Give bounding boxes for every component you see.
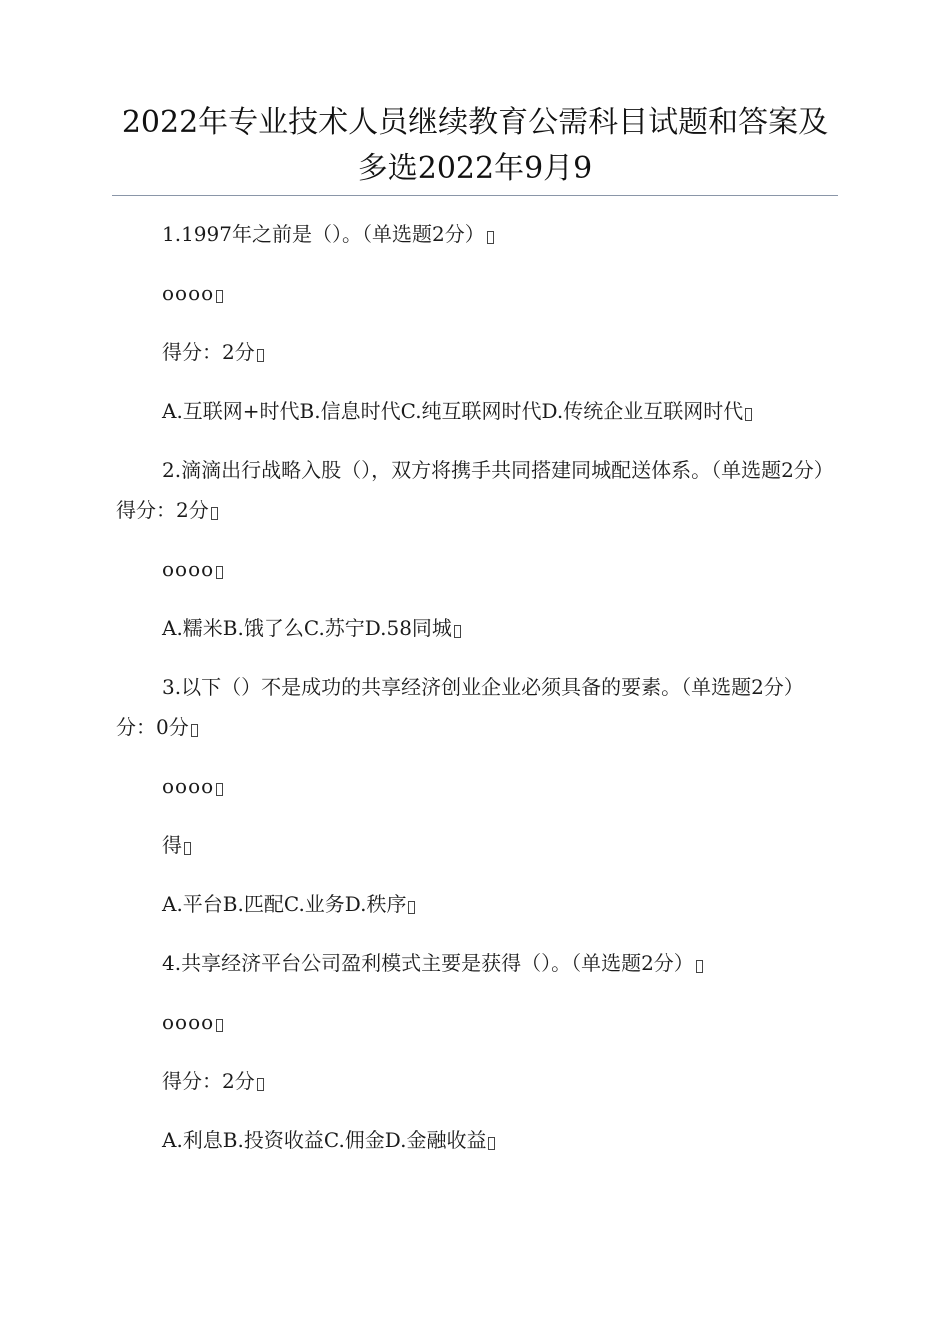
paragraph-mark-icon <box>184 842 191 855</box>
question-2 <box>116 450 836 667</box>
question-list <box>116 214 836 1160</box>
paragraph-mark-icon <box>696 960 703 973</box>
question-options: A.互联网+时代B.信息时代C.纯互联网时代D.传统企业互联网时代 <box>116 391 836 431</box>
question-score: 得分：2分 <box>116 332 836 372</box>
question-score: 得 <box>116 825 836 865</box>
question-1 <box>116 214 836 450</box>
title-divider <box>112 195 838 196</box>
paragraph-mark-icon <box>216 783 223 796</box>
question-stem: 4.共享经济平台公司盈利模式主要是获得（）。（单选题2分） <box>116 943 836 983</box>
document-title: 2022年专业技术人员继续教育公需科目试题和答案及多选2022年9月9 <box>121 105 829 186</box>
question-stem: 2.滴滴出行战略入股（），双方将携手共同搭建同城配送体系。（单选题2分）得分：2分 <box>116 458 834 522</box>
question-4 <box>116 943 836 1160</box>
option-circles: oooo <box>116 1002 836 1042</box>
question-options: A.糯米B.饿了么C.苏宁D.58同城 <box>116 608 836 648</box>
paragraph-mark-icon <box>488 1137 495 1150</box>
question-options: A.平台B.匹配C.业务D.秩序 <box>116 884 836 924</box>
question-stem: 3.以下（）不是成功的共享经济创业企业必须具备的要素。（单选题2分）分：0分 <box>116 675 804 739</box>
paragraph-mark-icon <box>211 507 218 520</box>
option-circles: oooo <box>116 766 836 806</box>
option-circles: oooo <box>116 549 836 589</box>
question-options: A.利息B.投资收益C.佣金D.金融收益 <box>116 1120 836 1160</box>
paragraph-mark-icon <box>216 1019 223 1032</box>
question-score: 得分：2分 <box>116 1061 836 1101</box>
paragraph-mark-icon <box>745 408 752 421</box>
paragraph-mark-icon <box>454 625 461 638</box>
paragraph-mark-icon <box>191 724 198 737</box>
paragraph-mark-icon <box>216 290 223 303</box>
option-circles: oooo <box>116 273 836 313</box>
paragraph-mark-icon <box>257 349 264 362</box>
paragraph-mark-icon <box>257 1078 264 1091</box>
paragraph-mark-icon <box>487 231 494 244</box>
paragraph-mark-icon <box>408 901 415 914</box>
paragraph-mark-icon <box>216 566 223 579</box>
question-3 <box>116 667 836 943</box>
question-stem: 1.1997年之前是（）。（单选题2分） <box>116 214 836 254</box>
